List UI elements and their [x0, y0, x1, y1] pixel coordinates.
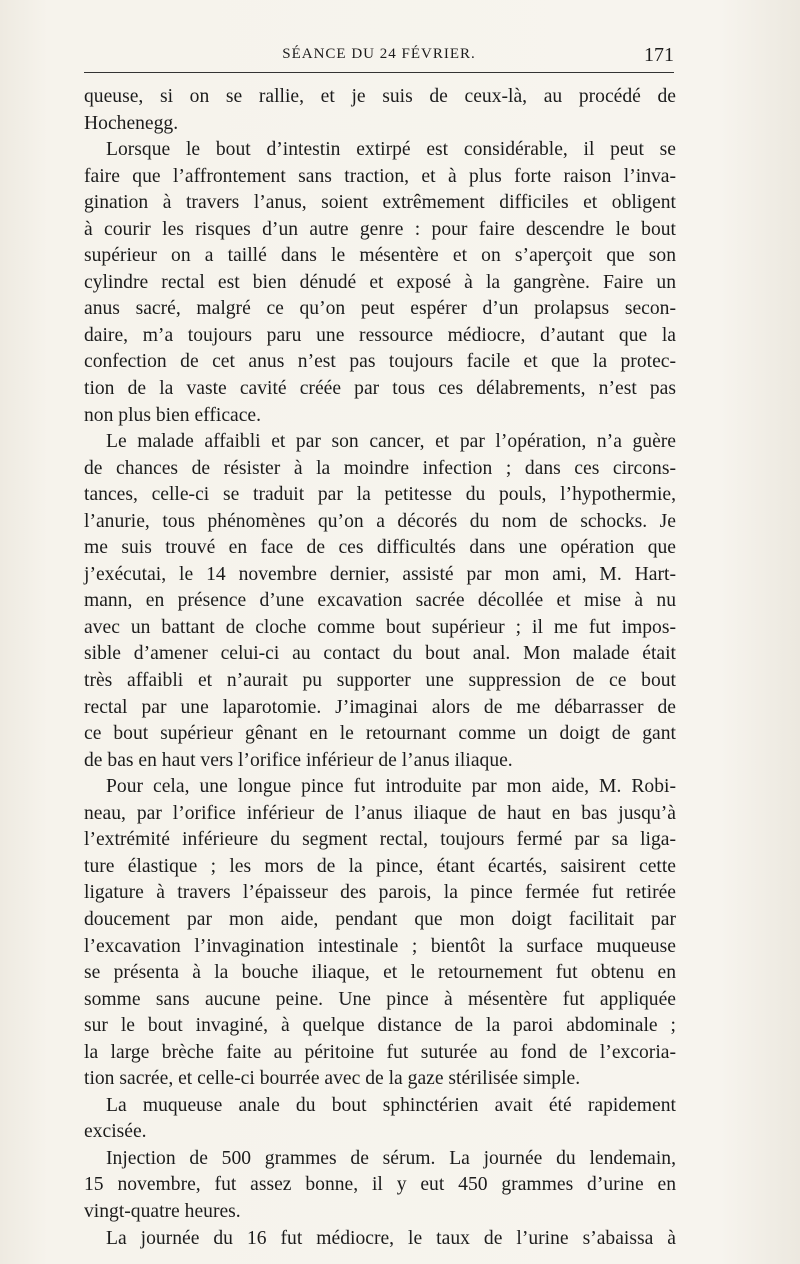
- text-line: l’extrémité inférieure du segment rectal, toujours fermé par sa liga-: [84, 829, 676, 851]
- text-line: doucement par mon aide, pendant que mon doigt facilitait par: [84, 908, 676, 930]
- text-line: queuse, si on se rallie, et je suis de ceux-là, au procédé de: [84, 86, 676, 107]
- text-line: rectal par une laparotomie. J’imaginai alors de me débarrasser de: [84, 696, 676, 718]
- page-header: [84, 44, 674, 68]
- text-line: mann, en présence d’une excavation sacrée décollée et mise à nu: [84, 590, 676, 612]
- text-line: tion sacrée, et celle-ci bourrée avec de la gaze stérilisée simple.: [84, 1068, 581, 1090]
- text-line: neau, par l’orifice inférieur de l’anus iliaque de haut en bas jusqu’à: [84, 802, 676, 824]
- text-line: j’exécutai, le 14 novembre dernier, assisté par mon ami, M. Hart-: [84, 563, 676, 585]
- text-line: tion de la vaste cavité créée par tous ces délabrements, n’est pas: [84, 378, 676, 400]
- running-head: SÉANCE DU 24 FÉVRIER.: [282, 46, 476, 62]
- text-line: me suis trouvé en face de ces difficultés dans une opération que: [84, 537, 676, 559]
- text-line: supérieur on a taillé dans le mésentère et on s’aperçoit que son: [84, 245, 676, 267]
- text-line: de bas en haut vers l’orifice inférieur de l’anus iliaque.: [84, 749, 513, 771]
- text-line: excisée.: [84, 1121, 147, 1143]
- text-line: de chances de résister à la moindre infection ; dans ces circons-: [84, 457, 676, 479]
- text-line: ce bout supérieur gênant en le retournant comme un doigt de gant: [84, 723, 676, 745]
- text-line: sur le bout invaginé, à quelque distance de la paroi abdominale ;: [84, 1015, 676, 1037]
- text-line: se présenta à la bouche iliaque, et le retournement fut obtenu en: [84, 962, 676, 984]
- text-line: ture élastique ; les mors de la pince, étant écartés, saisirent cette: [84, 855, 676, 877]
- text-line: vingt-quatre heures.: [84, 1200, 241, 1222]
- text-line: l’excavation l’invagination intestinale ; bientôt la surface muqueuse: [84, 935, 676, 957]
- text-line: cylindre rectal est bien dénudé et exposé à la gangrène. Faire un: [84, 271, 676, 293]
- text-line: Pour cela, une longue pince fut introduite par mon aide, M. Robi-: [106, 776, 676, 798]
- text-line: anus sacré, malgré ce qu’on peut espérer d’un prolapsus secon-: [84, 298, 676, 320]
- text-line: à courir les risques d’un autre genre : pour faire descendre le bout: [84, 218, 676, 240]
- text-line: somme sans aucune peine. Une pince à mésentère fut appliquée: [84, 988, 676, 1010]
- text-line: Hochenegg.: [84, 112, 179, 134]
- text-line: confection de cet anus n’est pas toujours facile et que la protec-: [84, 351, 676, 373]
- text-line: Injection de 500 grammes de sérum. La journée du lendemain,: [106, 1147, 676, 1169]
- text-line: daire, m’a toujours paru une ressource médiocre, d’autant que la: [84, 324, 676, 346]
- text-line: la large brèche faite au péritoine fut suturée au fond de l’excoria-: [84, 1041, 676, 1063]
- text-line: Lorsque le bout d’intestin extirpé est considérable, il peut se: [106, 139, 676, 161]
- text-line: Le malade affaibli et par son cancer, et par l’opération, n’a guère: [106, 431, 676, 453]
- text-line: l’anurie, tous phénomènes qu’on a décorés du nom de schocks. Je: [84, 510, 676, 532]
- page-number: 171: [644, 44, 674, 66]
- body-text: [84, 84, 676, 1252]
- text-line: faire que l’affrontement sans traction, et à plus forte raison l’inva-: [84, 165, 676, 187]
- text-line: 15 novembre, fut assez bonne, il y eut 450 grammes d’urine en: [84, 1174, 676, 1196]
- text-line: avec un battant de cloche comme bout supérieur ; il me fut impos-: [84, 616, 676, 638]
- text-line: tances, celle-ci se traduit par la petitesse du pouls, l’hypothermie,: [84, 484, 676, 506]
- text-line: La muqueuse anale du bout sphinctérien avait été rapidement: [106, 1094, 676, 1116]
- text-line: non plus bien efficace.: [84, 404, 262, 426]
- text-line: gination à travers l’anus, soient extrêmement difficiles et obligent: [84, 192, 676, 214]
- text-line: La journée du 16 fut médiocre, le taux de l’urine s’abaissa à: [106, 1227, 676, 1249]
- header-rule: [84, 72, 674, 73]
- text-line: ligature à travers l’épaisseur des parois, la pince fermée fut retirée: [84, 882, 676, 904]
- text-line: très affaibli et n’aurait pu supporter une suppression de ce bout: [84, 670, 676, 692]
- text-line: sible d’amener celui-ci au contact du bout anal. Mon malade était: [84, 643, 676, 665]
